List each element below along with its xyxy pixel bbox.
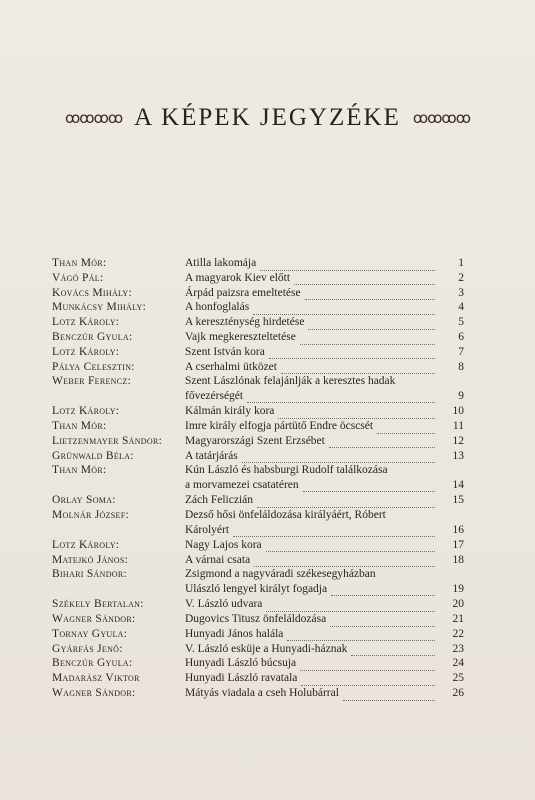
work-title [185,300,442,315]
work-title-line: Ulászló lengyel királyt fogadja [185,582,442,597]
page-number: 3 [458,286,464,299]
work-title [185,330,442,345]
work-title-line: Árpád paizsra emeltetése [185,286,442,301]
work-title [185,642,442,657]
artist-name: Tornay Gyula: [52,627,128,640]
leader-dots [301,675,435,686]
work-title [185,493,442,508]
artist-name: Kovács Mihály: [52,286,132,299]
artist-name: Benczúr Gyula: [52,331,133,343]
leader-dots [233,526,435,537]
leader-dots [281,363,435,374]
artist-name: Lietzenmayer Sándor: [52,434,163,447]
artist-name: Bihari Sándor: [52,568,128,581]
work-title [185,374,442,403]
artist-name: Than Mór: [52,464,107,477]
page-number: 23 [452,642,464,655]
work-title-line: Dugovics Titusz önfeláldozása [185,612,442,627]
artist-name: Lotz Károly: [52,405,120,418]
work-title [185,538,442,553]
page-heading [0,104,535,132]
leader-dots [260,260,435,271]
leader-dots [254,556,435,567]
leader-dots [300,334,435,345]
leader-dots [305,289,435,300]
work-title-line: Hunyadi László ravatala [185,671,442,686]
artist-name: Vágó Pál: [52,271,104,284]
page-number: 26 [452,687,464,699]
artist-name: Pálya Celesztin: [52,360,135,373]
leader-dots [266,541,435,552]
page-number: 14 [452,478,464,491]
leader-dots [294,274,435,285]
page-number: 24 [452,657,464,670]
work-title-line: Zách Feliczián [185,493,442,508]
page-number: 16 [452,523,464,536]
work-title-line: A tatárjárás [185,449,442,464]
leader-dots [287,630,435,641]
artist-name: Than Mór: [52,420,107,432]
work-title [185,315,442,330]
work-title-line: A várnai csata [185,553,442,568]
work-title [185,256,442,271]
work-title [185,656,442,671]
work-title [185,360,442,375]
ornament-left-icon: ꝏꝏꝏꝏ [65,109,123,127]
artist-name: Lotz Károly: [52,538,120,551]
work-title [185,686,442,701]
page-number: 15 [452,494,464,507]
leader-dots [247,392,435,403]
page-number: 5 [458,316,464,329]
leader-dots [300,660,435,671]
work-title-line: Hunyadi János halála [185,627,442,642]
work-title-line: V. László udvara [185,597,442,612]
page-number: 22 [452,627,464,640]
leader-dots [257,497,435,508]
leader-dots [253,304,435,315]
work-title [185,463,442,492]
page-number: 19 [452,582,464,595]
work-title-line: A honfoglalás [185,300,442,315]
leader-dots [329,437,435,448]
work-title [185,404,442,419]
work-title [185,286,442,301]
work-title [185,553,442,568]
page-number: 13 [452,449,464,462]
artist-name: Grünwald Béla: [52,449,134,462]
work-title-line: a morvamezei csatatéren [185,478,442,493]
work-title [185,508,442,537]
work-title-line: A kereszténység hirdetése [185,315,442,330]
page-number: 2 [458,271,464,284]
page-number: 1 [458,257,464,269]
leader-dots [308,319,435,330]
page-title: A KÉPEK JEGYZÉKE [134,104,401,131]
work-title [185,419,442,434]
artist-name: Gyárfás Jenő: [52,642,123,655]
page-number: 9 [458,389,464,402]
leader-dots [242,452,435,463]
artist-name: Orlay Soma: [52,494,116,507]
page-number: 4 [458,301,464,314]
work-title [185,345,442,360]
artist-name: Lotz Károly: [52,345,120,358]
page-number: 6 [458,331,464,343]
work-title-line: fővezérségét [185,389,442,404]
page-number: 20 [452,598,464,611]
page-number: 18 [452,553,464,566]
leader-dots [351,645,435,656]
work-title-line: Szent István kora [185,345,442,360]
artist-name: Munkácsy Mihály: [52,301,147,314]
leader-dots [343,690,435,701]
artist-name: Székely Bertalan: [52,598,144,611]
work-title-line: Vajk megkereszteltetése [185,330,442,345]
page-number: 21 [452,613,464,625]
work-title-line: A magyarok Kiev előtt [185,271,442,286]
page-number: 12 [452,434,464,447]
page-number: 7 [458,345,464,358]
page-number: 10 [452,405,464,418]
artist-name: Matejkó János: [52,553,129,566]
work-title-line: Imre király elfogja pártütő Endre öcscsét [185,419,442,434]
leader-dots [278,408,435,419]
leader-dots [377,423,435,434]
page-number: 11 [452,420,464,432]
artist-name: Molnár József: [52,509,129,521]
leader-dots [266,601,435,612]
work-title [185,567,442,596]
page-number: 17 [452,538,464,551]
leader-dots [331,585,435,596]
work-title-line: Károlyért [185,523,442,538]
artist-name: Wagner Sándor: [52,687,136,699]
artist-name: Than Mór: [52,257,107,269]
work-title-line: Magyarországi Szent Erzsébet [185,434,442,449]
leader-dots [303,481,435,492]
work-title-line: Hunyadi László búcsuja [185,656,442,671]
artist-name: Wagner Sándor: [52,613,136,625]
work-title-line: Zsigmond a nagyváradi székesegyházban [185,568,376,581]
work-title [185,671,442,686]
work-title-line: Szent Lászlónak felajánlják a keresztes hadak [185,375,396,388]
leader-dots [330,616,435,627]
work-title-line: Kún László és habsburgi Rudolf találkozása [185,464,388,477]
work-title-line: Atilla lakomája [185,256,442,271]
artist-name: Benczúr Gyula: [52,657,133,670]
work-title-line: Dezső hősi önfeláldozása királyáért, Róbert [185,509,386,521]
page-number: 25 [452,672,464,685]
work-title [185,434,442,449]
work-title [185,597,442,612]
work-title-line: V. László esküje a Hunyadi-háznak [185,642,442,657]
leader-dots [269,348,435,359]
artist-name: Madarász Viktor [52,672,140,685]
work-title-line: Kálmán király kora [185,404,442,419]
work-title-line: A cserhalmi ütközet [185,360,442,375]
ornament-right-icon: ꝏꝏꝏꝏ [412,109,470,127]
work-title [185,449,442,464]
work-title [185,612,442,627]
artist-name: Lotz Károly: [52,316,120,329]
page-number: 8 [458,360,464,373]
work-title-line: Mátyás viadala a cseh Holubárral [185,686,442,701]
work-title [185,271,442,286]
work-title [185,627,442,642]
artist-name: Weber Ferencz: [52,375,132,388]
work-title-line: Nagy Lajos kora [185,538,442,553]
